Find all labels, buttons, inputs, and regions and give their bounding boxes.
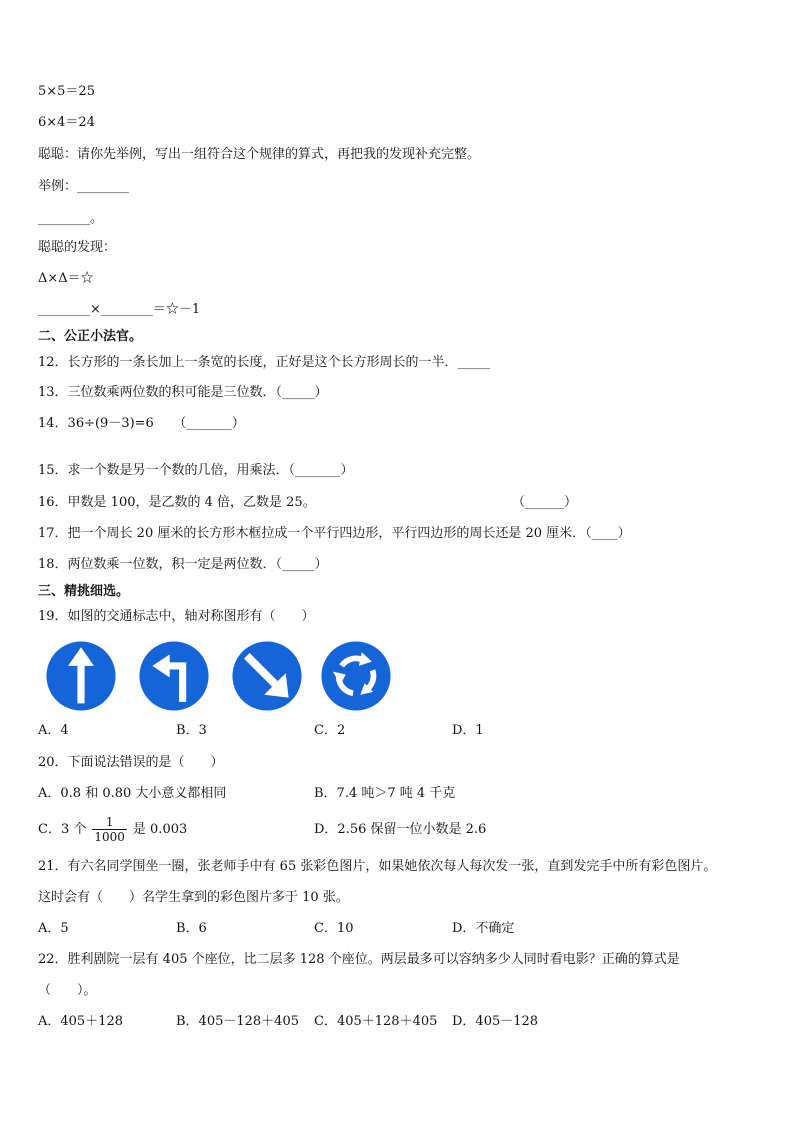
question-18: 18．两位数乘一位数，积一定是两位数．（_____） bbox=[38, 557, 328, 572]
fraction-numerator: 1 bbox=[92, 815, 127, 830]
section-heading: 三、精挑细选。 bbox=[38, 584, 130, 599]
text-line: 5×5＝25 bbox=[38, 84, 95, 99]
option-c: C．405＋128＋405 bbox=[314, 1014, 438, 1029]
option-c: C．10 bbox=[314, 921, 354, 936]
text-line: 6×4＝24 bbox=[38, 115, 95, 130]
option-d: D．1 bbox=[452, 723, 484, 738]
option-d: D．405－128 bbox=[452, 1014, 539, 1029]
option-b: B．6 bbox=[176, 921, 207, 936]
text-line: 举例：________ bbox=[38, 179, 130, 194]
question-21-cont: 这时会有（ ）名学生拿到的彩色图片多于 10 张。 bbox=[38, 890, 349, 905]
turn-left-sign-icon bbox=[138, 640, 210, 712]
option-a: A．5 bbox=[38, 921, 69, 936]
question-12: 12．长方形的一条长加上一条宽的长度，正好是这个长方形周长的一半．_____ bbox=[38, 355, 491, 370]
fraction bbox=[92, 815, 127, 844]
option-b: B．405－128＋405 bbox=[176, 1014, 299, 1029]
question-17: 17．把一个周长 20 厘米的长方形木框拉成一个平行四边形，平行四边形的周长还是 20 厘米．（____） bbox=[38, 526, 631, 541]
text-line: ________。 bbox=[38, 211, 104, 226]
question-20: 20．下面说法错误的是（ ） bbox=[38, 755, 224, 770]
section-heading: 二、公正小法官。 bbox=[38, 329, 143, 344]
option-a: A．0.8 和 0.80 大小意义都相同 bbox=[38, 786, 227, 801]
text-line: 聪聪的发现： bbox=[38, 240, 117, 255]
question-22: 22．胜利剧院一层有 405 个座位，比二层多 128 个座位。两层最多可以容纳多少人同时看电影？正确的算式是 bbox=[38, 952, 680, 967]
text-line: ________×________＝☆－1 bbox=[38, 302, 201, 317]
text-line: Δ×Δ＝☆ bbox=[38, 271, 94, 286]
question-21: 21．有六名同学围坐一圈，张老师手中有 65 张彩色图片，如果她依次每人每次发一张，直到发完手中所有彩色图片。 bbox=[38, 859, 717, 874]
text-line: 聪聪：请你先举例，写出一组符合这个规律的算式，再把我的发现补充完整。 bbox=[38, 147, 481, 162]
down-right-arrow-sign-icon bbox=[231, 640, 303, 712]
question-15: 15．求一个数是另一个数的几倍，用乘法．（_______） bbox=[38, 463, 354, 478]
question-16-blank: （______） bbox=[512, 495, 578, 510]
option-c bbox=[38, 813, 187, 847]
option-c: C．2 bbox=[314, 723, 346, 738]
fraction-denominator: 1000 bbox=[94, 830, 125, 844]
roundabout-sign-icon bbox=[320, 640, 392, 712]
option-c-prefix: C．3 个 bbox=[38, 822, 87, 837]
up-arrow-sign-icon bbox=[45, 640, 117, 712]
question-22-cont: （ ）。 bbox=[38, 983, 97, 998]
option-a: A．4 bbox=[38, 723, 69, 738]
option-a: A．405＋128 bbox=[38, 1014, 124, 1029]
option-b: B．3 bbox=[176, 723, 207, 738]
question-13: 13．三位数乘两位数的积可能是三位数．（_____） bbox=[38, 385, 328, 400]
question-14: 14．36÷(9－3)=6 （_______） bbox=[38, 416, 245, 431]
question-16: 16．甲数是 100，是乙数的 4 倍，乙数是 25。 bbox=[38, 495, 316, 510]
question-19: 19．如图的交通标志中，轴对称图形有（ ） bbox=[38, 609, 315, 624]
option-d: D．不确定 bbox=[452, 921, 515, 936]
option-c-suffix: 是 0.003 bbox=[132, 822, 188, 837]
option-b: B．7.4 吨＞7 吨 4 千克 bbox=[314, 786, 456, 801]
option-d: D．2.56 保留一位小数是 2.6 bbox=[314, 822, 487, 837]
